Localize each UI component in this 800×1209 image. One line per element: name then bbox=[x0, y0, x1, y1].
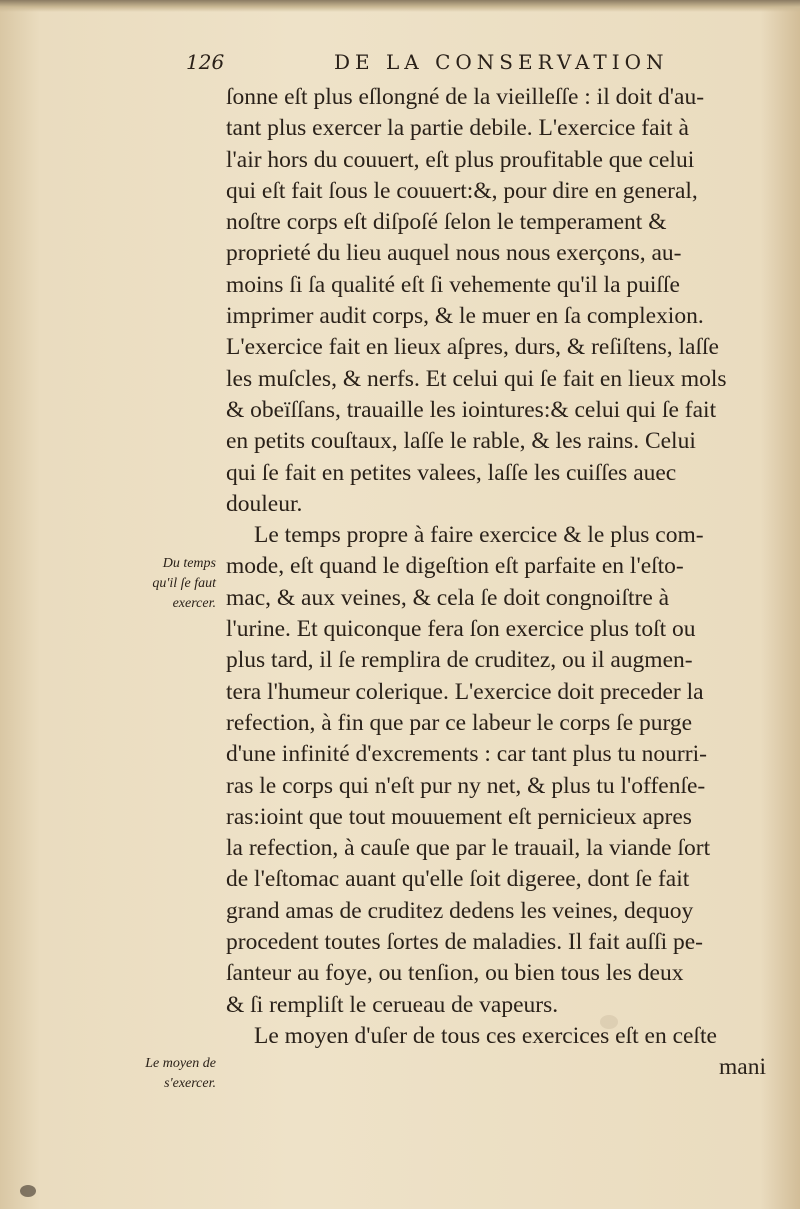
text-line: imprimer audit corps, & le muer en ſa complexion. bbox=[226, 303, 704, 330]
text-line: douleur. bbox=[226, 490, 303, 517]
text-line: L'exercice fait en lieux aſpres, durs, & reſiſtens, laſſe bbox=[226, 334, 719, 361]
text-line: proprieté du lieu auquel nous nous exerçons, au- bbox=[226, 240, 682, 267]
paper-stain bbox=[20, 1185, 36, 1197]
text-line: noſtre corps eſt diſpoſé ſelon le temperament & bbox=[226, 209, 667, 236]
text-line: l'urine. Et quiconque fera ſon exercice plus toſt ou bbox=[226, 616, 696, 643]
text-line: ras:ioint que tout mouuement eſt pernicieux apres bbox=[226, 803, 692, 830]
text-line: les muſcles, & nerfs. Et celui qui ſe fait en lieux mols bbox=[226, 365, 727, 392]
catchword: mani bbox=[719, 1054, 766, 1081]
text-line: procedent toutes ſortes de maladies. Il fait auſſi pe- bbox=[226, 929, 704, 956]
page-header bbox=[186, 50, 706, 80]
text-line: ſonne eſt plus eſlongné de la vieilleſſe : il doit d'au- bbox=[226, 84, 705, 110]
page-number: 126 bbox=[186, 50, 225, 74]
margin-note-line: Le moyen de bbox=[145, 1056, 216, 1071]
margin-note-line: Du temps bbox=[162, 556, 216, 571]
page-top-edge bbox=[0, 0, 800, 12]
text-line: moins ſi ſa qualité eſt ſi vehemente qu'il la puiſſe bbox=[226, 271, 680, 298]
margin-note-line: s'exercer. bbox=[164, 1076, 216, 1091]
text-line: ſanteur au foye, ou tenſion, ou bien tous les deux bbox=[226, 960, 684, 987]
text-line: & ſi rempliſt le cerueau de vapeurs. bbox=[226, 991, 559, 1018]
paragraph-start-line: Le moyen d'uſer de tous ces exercices eſt en ceſte bbox=[254, 1022, 717, 1049]
text-line: tera l'humeur colerique. L'exercice doit preceder la bbox=[226, 678, 704, 705]
paragraph-start-line: Le temps propre à faire exercice & le plus com- bbox=[254, 522, 704, 549]
text-line: grand amas de cruditez dedens les veines, dequoy bbox=[226, 897, 694, 924]
text-line: qui eſt fait ſous le couuert:&, pour dire en general, bbox=[226, 177, 698, 204]
text-line: de l'eſtomac auant qu'elle ſoit digeree, dont ſe fait bbox=[226, 866, 690, 893]
margin-note-line: exercer. bbox=[172, 596, 216, 611]
text-line: refection, à fin que par ce labeur le corps ſe purge bbox=[226, 709, 693, 736]
body-text bbox=[226, 82, 766, 1084]
margin-note-du-temps bbox=[116, 554, 216, 614]
text-line: mode, eſt quand le digeſtion eſt parfaite en l'eſto- bbox=[226, 553, 684, 580]
margin-note-le-moyen bbox=[116, 1054, 216, 1094]
text-line: l'air hors du couuert, eſt plus proufitable que celui bbox=[226, 146, 695, 173]
text-line: mac, & aux veines, & cela ſe doit congnoiſtre à bbox=[226, 584, 670, 611]
running-head: DE LA CONSERVATION bbox=[334, 50, 669, 74]
text-line: en petits couſtaux, laſſe le rable, & les rains. Celui bbox=[226, 428, 696, 455]
text-line: qui ſe fait en petites valees, laſſe les cuiſſes auec bbox=[226, 459, 677, 486]
text-line: plus tard, il ſe remplira de cruditez, ou il augmen- bbox=[226, 647, 693, 674]
text-line: ras le corps qui n'eſt pur ny net, & plus tu l'offenſe- bbox=[226, 772, 706, 799]
text-line: tant plus exercer la partie debile. L'exercice fait à bbox=[226, 115, 689, 142]
text-line: & obeïſſans, trauaille les iointures:& celui qui ſe fait bbox=[226, 396, 717, 423]
text-line: d'une infinité d'excrements : car tant plus tu nourri- bbox=[226, 741, 707, 768]
text-line: la refection, à cauſe que par le trauail, la viande ſort bbox=[226, 835, 711, 862]
margin-note-line: qu'il ſe faut bbox=[152, 576, 216, 591]
